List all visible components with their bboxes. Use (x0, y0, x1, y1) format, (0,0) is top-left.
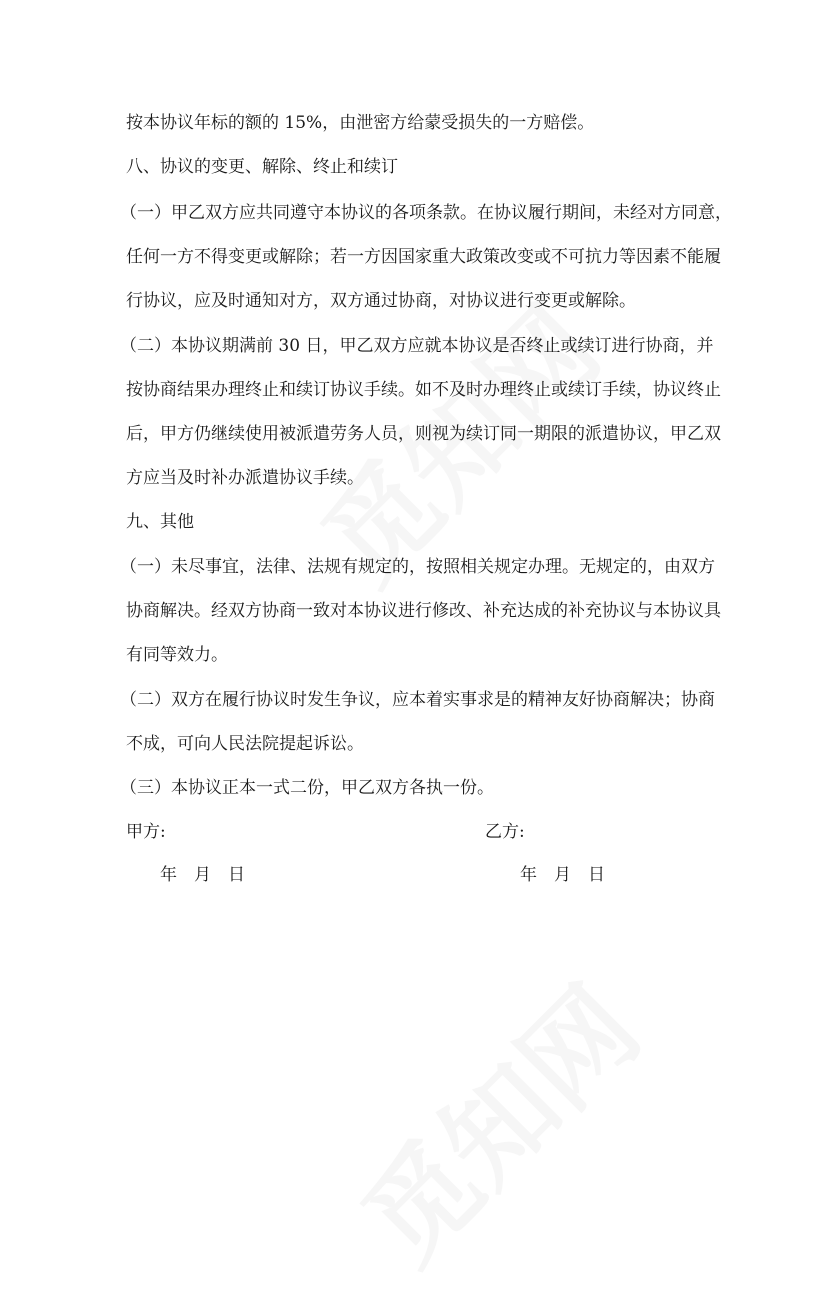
text-line: 有同等效力。 (126, 645, 228, 665)
text-line: 不成，可向人民法院提起诉讼。 (126, 734, 364, 754)
party-b-label: 乙方: (485, 822, 525, 842)
text-line: 按协商结果办理终止和续订协议手续。如不及时办理终止或续订手续，协议终止 (126, 380, 721, 400)
text-line: （一）未尽事宜，法律、法规有规定的，按照相关规定办理。无规定的，由双方 (120, 557, 715, 577)
party-b-date: 年 月 日 (520, 865, 605, 885)
party-a-label: 甲方: (126, 822, 166, 842)
text-line: 方应当及时补办派遣协议手续。 (126, 468, 364, 488)
text-line: （三）本协议正本一式二份，甲乙双方各执一份。 (120, 778, 494, 798)
text-line: 任何一方不得变更或解除；若一方因国家重大政策改变或不可抗力等因素不能履 (126, 247, 721, 267)
watermark-mark (322, 946, 667, 1291)
text-line: 后，甲方仍继续使用被派遣劳务人员，则视为续订同一期限的派遣协议，甲乙双 (126, 424, 721, 444)
text-line: （二）双方在履行协议时发生争议，应本着实事求是的精神友好协商解决；协商 (120, 690, 715, 710)
text-line: 行协议，应及时通知对方，双方通过协商，对协议进行变更或解除。 (126, 291, 636, 311)
text-line: （二）本协议期满前 30 日，甲乙双方应就本协议是否终止或续订进行协商，并 (120, 336, 714, 356)
section-heading: 九、其他 (126, 512, 194, 532)
party-a-date: 年 月 日 (160, 865, 245, 885)
text-line: （一）甲乙双方应共同遵守本协议的各项条款。在协议履行期间，未经对方同意， (120, 203, 732, 223)
text-line: 协商解决。经双方协商一致对本协议进行修改、补充达成的补充协议与本协议具 (126, 601, 721, 621)
text-line: 按本协议年标的额的 15%，由泄密方给蒙受损失的一方赔偿。 (126, 113, 595, 133)
section-heading: 八、协议的变更、解除、终止和续订 (126, 157, 398, 177)
